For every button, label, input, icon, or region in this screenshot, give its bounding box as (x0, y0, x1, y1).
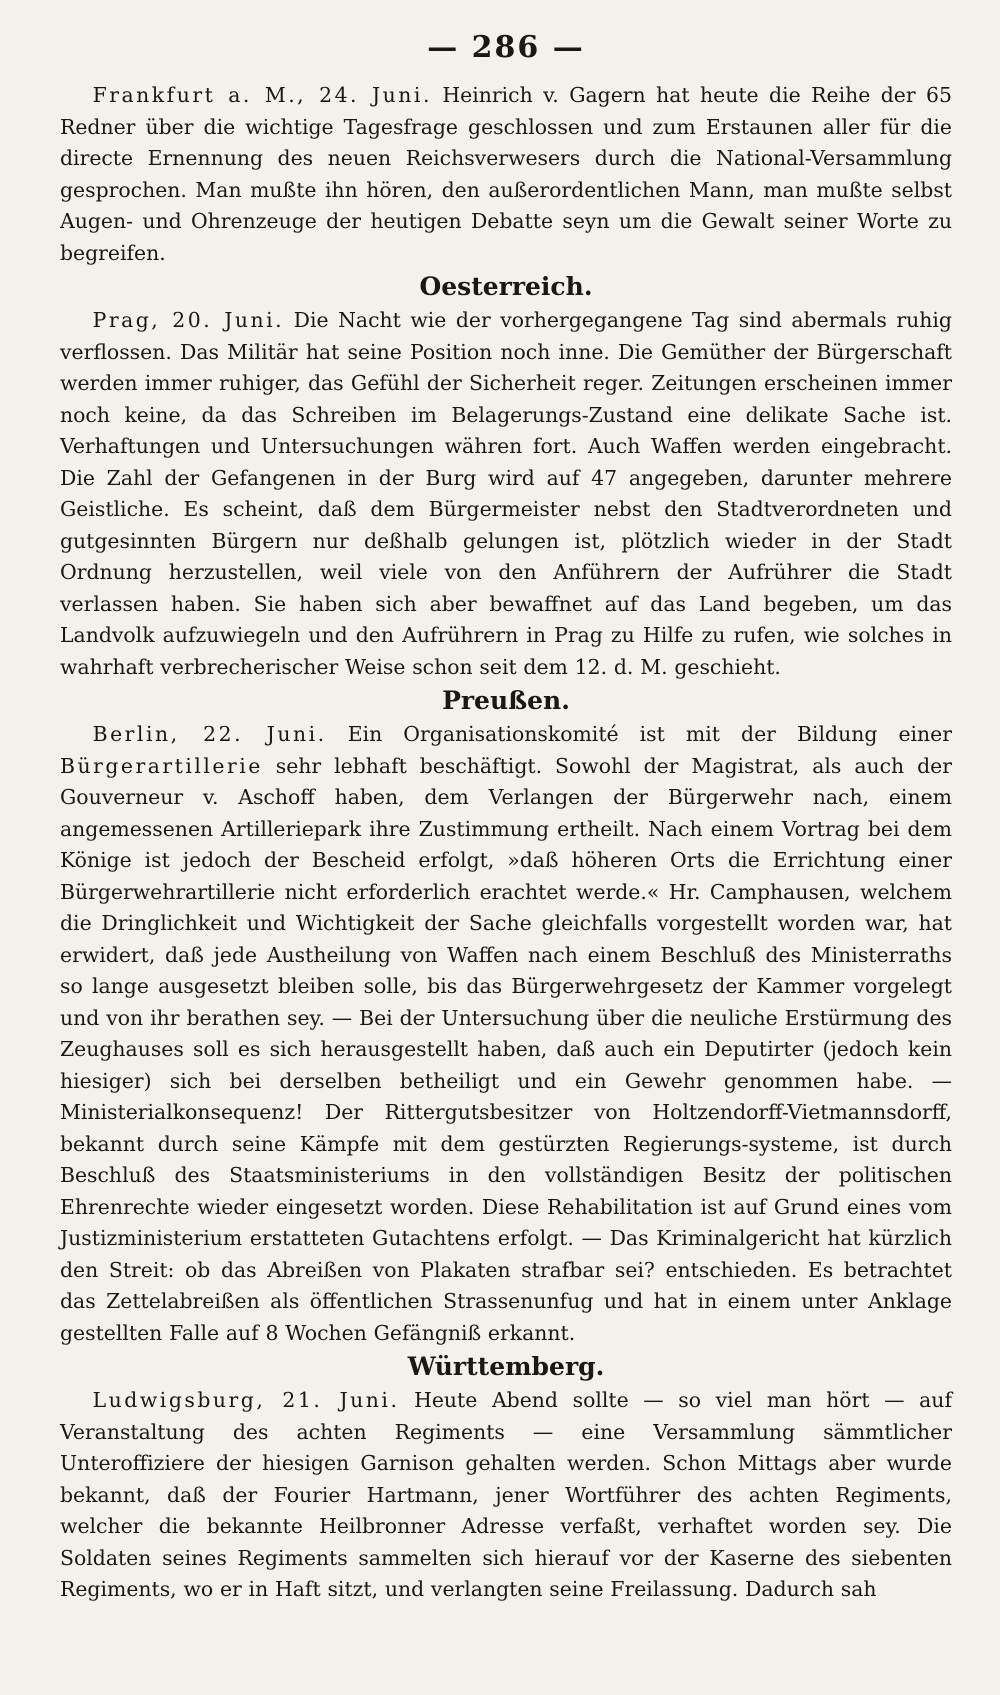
article-text-lead: Ein Organisationskomité ist mit der Bildung einer (347, 722, 952, 746)
article-prag (60, 305, 952, 683)
dateline: Prag, 20. Juni. (92, 308, 285, 332)
dateline: Frankfurt a. M., 24. Juni. (92, 83, 432, 107)
dateline: Berlin, 22. Juni. (92, 722, 327, 746)
article-text: Die Nacht wie der vorhergegangene Tag sind abermals ruhig verflossen. Das Militär hat seine Position noch inne. Die Gemüther der Bürgerschaft werden immer ruhiger, das Gefühl der Sicherheit reger. Zeitungen erscheinen immer noch keine, da das Schreiben im Belagerungs-Zustand eine delikate Sache ist. Verhaftungen und Untersuchungen währen fort. Auch Waffen werden eingebracht. Die Zahl der Gefangenen in der Burg wird auf 47 angegeben, darunter mehrere Geistliche. Es scheint, daß dem Bürgermeister nebst den Stadtverordneten und gutgesinnten Bürgern nur deßhalb gelungen ist, plötzlich wieder in der Stadt Ordnung herzustellen, weil viele von den Anführern der Aufrührer die Stadt verlassen haben. Sie haben sich aber bewaffnet auf das Land begeben, um das Landvolk aufzuwiegeln und den Aufrührern in Prag zu Hilfe zu rufen, wie solches in wahrhaft verbrecherischer Weise schon seit dem 12. d. M. geschieht. (60, 308, 952, 679)
section-heading-oesterreich: Oesterreich. (419, 272, 593, 301)
dateline: Ludwigsburg, 21. Juni. (92, 1388, 400, 1412)
article-text: Heinrich v. Gagern hat heute die Reihe der 65 Redner über die wichtige Tagesfrage geschlossen und zum Erstaunen aller für die directe Ernennung des neuen Reichsverwesers durch die National-Versammlung gesprochen. Man mußte ihn hören, den außerordentlichen Mann, man mußte selbst Augen- und Ohrenzeuge der heutigen Debatte seyn um die Gewalt seiner Worte zu begreifen. (60, 83, 952, 265)
page-number: — 286 — (427, 30, 585, 65)
article-frankfurt (60, 80, 952, 269)
section-heading-preussen: Preußen. (442, 686, 570, 715)
article-ludwigsburg (60, 1385, 952, 1606)
article-text: sehr lebhaft beschäftigt. Sowohl der Magistrat, als auch der Gouverneur v. Aschoff haben, dem Verlangen der Bürgerwehr nach, einem angemessenen Artilleriepark ihre Zustimmung ertheilt. Nach einem Vortrag bei dem Könige ist jedoch der Bescheid erfolgt, »daß höheren Orts die Errichtung einer Bürgerwehrartillerie nicht erforderlich erachtet werde.« Hr. Camphausen, welchem die Dringlichkeit und Wichtigkeit der Sache gleichfalls vorgestellt worden war, hat erwidert, daß jede Austheilung von Waffen nach einem Beschluß des Ministerraths so lange ausgesetzt bleiben solle, bis das Bürgerwehrgesetz der Kammer vorgelegt und von ihr berathen sey. — Bei der Untersuchung über die neuliche Erstürmung des Zeughauses soll es sich herausgestellt haben, daß auch ein Deputirter (jedoch kein hiesiger) sich bei derselben betheiligt und ein Gewehr genommen habe. — Ministerialkonsequenz! Der Rittergutsbesitzer von Holtzendorff-Vietmannsdorff, bekannt durch seine Kämpfe mit dem gestürzten Regierungs-systeme, ist durch Beschluß des Staatsministeriums in den vollständigen Besitz der politischen Ehrenrechte wieder eingesetzt worden. Diese Rehabilitation ist auf Grund eines vom Justizministerium erstatteten Gutachtens erfolgt. — Das Kriminalgericht hat kürzlich den Streit: ob das Abreißen von Plakaten strafbar sei? entschieden. Es betrachtet das Zettelabreißen als öffentlichen Strassenunfug und hat in einem unter Anklage gestellten Falle auf 8 Wochen Gefängniß erkannt. (60, 753, 952, 1345)
section-heading-wuerttemberg: Württemberg. (407, 1352, 605, 1381)
article-text: Heute Abend sollte — so viel man hört — auf Veranstaltung des achten Regiments — eine Versammlung sämmtlicher Unteroffiziere der hiesigen Garnison gehalten werden. Schon Mittags aber wurde bekannt, daß der Fourier Hartmann, jener Wortführer des achten Regiments, welcher die bekannte Heilbronner Adresse verfaßt, verhaftet worden sey. Die Soldaten seines Regiments sammelten sich hierauf vor der Kaserne des siebenten Regiments, wo er in Haft sitzt, und verlangten seine Freilassung. Dadurch sah (60, 1388, 952, 1601)
spaced-term: Bürgerartillerie (60, 753, 263, 778)
article-berlin (60, 719, 952, 1349)
